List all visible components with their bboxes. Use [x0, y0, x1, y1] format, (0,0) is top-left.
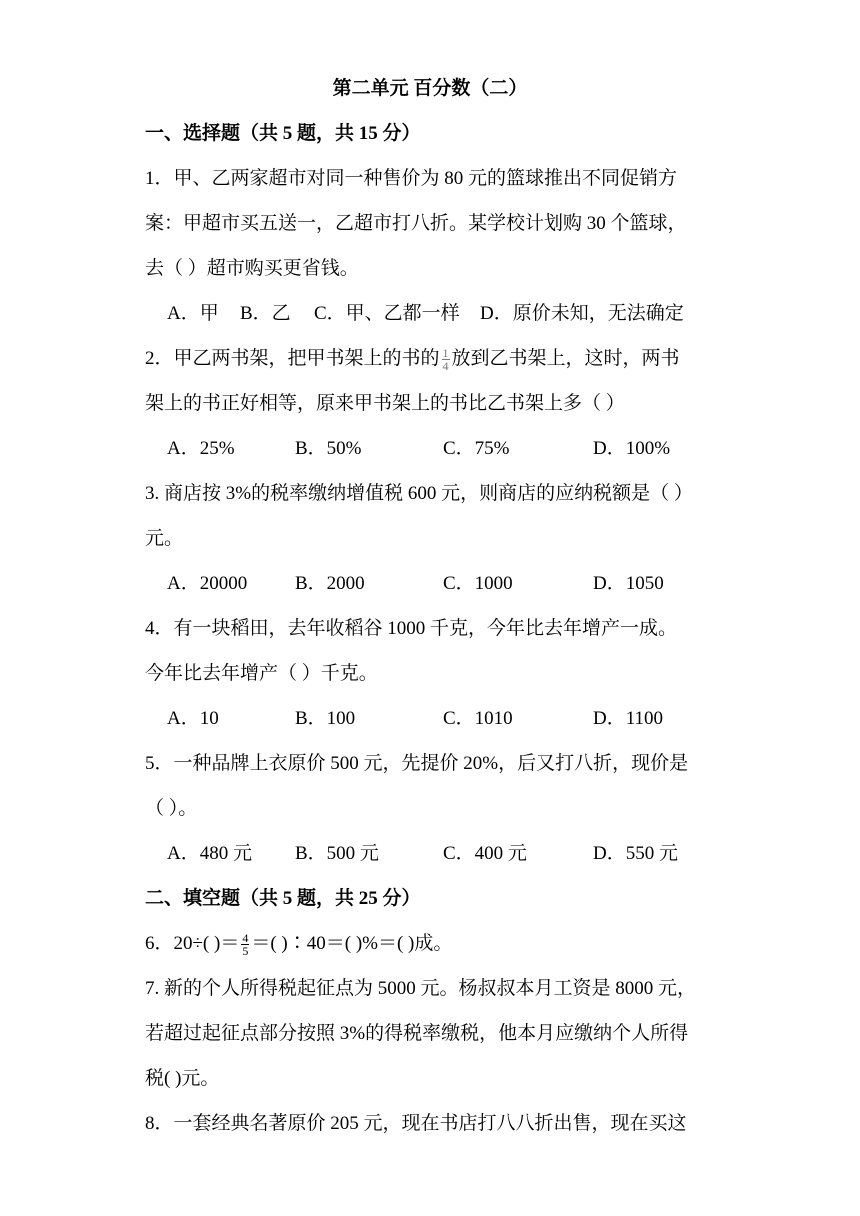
q2-text-after: 放到乙书架上，这时，两书 [451, 348, 680, 369]
q1-line-1: 1．甲、乙两家超市对同一种售价为 80 元的篮球推出不同促销方 [145, 168, 678, 189]
q7-line-1: 7. 新的个人所得税起征点为 5000 元。杨叔叔本月工资是 8000 元， [145, 978, 697, 999]
q4-option-b[interactable]: B．100 [295, 708, 356, 729]
q3-option-b[interactable]: B．2000 [295, 573, 365, 594]
page-title: 第二单元 百分数（二） [332, 78, 528, 99]
q5-option-d[interactable]: D．550 元 [593, 843, 678, 864]
q6-text-after: ＝( )∶40＝( )%＝( )成。 [251, 933, 453, 954]
q2-fraction-numerator: 1 [442, 346, 449, 361]
q3-line-2: 元。 [145, 528, 184, 549]
q7-line-3: 税( )元。 [145, 1068, 220, 1089]
q5-line-2: （ ）。 [145, 798, 198, 819]
q2-option-a[interactable]: A．25% [167, 438, 235, 459]
q2-text-before: 2．甲乙两书架，把甲书架上的书的 [145, 348, 440, 369]
q3-option-c[interactable]: C．1000 [443, 573, 513, 594]
q1-option-d[interactable]: D．原价未知，无法确定 [480, 303, 684, 324]
q4-line-2: 今年比去年增产（ ）千克。 [145, 663, 378, 684]
section-heading-fill: 二、填空题（共 5 题，共 25 分） [145, 888, 421, 909]
q1-option-c[interactable]: C．甲、乙都一样 [314, 303, 460, 324]
q2-fraction [442, 347, 450, 372]
q7-line-2: 若超过起征点部分按照 3%的得税率缴税，他本月应缴纳个人所得 [145, 1023, 689, 1044]
q3-line-1: 3. 商店按 3%的税率缴纳增值税 600 元，则商店的应纳税额是（ ） [145, 483, 693, 504]
q2-line-1 [145, 347, 680, 372]
q2-option-d[interactable]: D．100% [593, 438, 671, 459]
q4-line-1: 4．有一块稻田，去年收稻谷 1000 千克，今年比去年增产一成。 [145, 618, 678, 639]
q2-fraction-denominator: 4 [442, 359, 449, 374]
q6-text-before: 6．20÷( )＝ [145, 933, 240, 954]
q5-option-c[interactable]: C．400 元 [443, 843, 527, 864]
q6-fraction-numerator: 4 [242, 931, 249, 946]
q2-option-c[interactable]: C．75% [443, 438, 510, 459]
q8-line-1: 8．一套经典名著原价 205 元，现在书店打八八折出售，现在买这 [145, 1113, 687, 1134]
q5-line-1: 5．一种品牌上衣原价 500 元，先提价 20%，后又打八折，现价是 [145, 753, 689, 774]
q6-fraction-denominator: 5 [242, 944, 249, 959]
q1-option-b[interactable]: B．乙 [240, 303, 291, 324]
q2-line-2: 架上的书正好相等，原来甲书架上的书比乙书架上多（ ） [145, 393, 625, 414]
q6-fraction [241, 932, 249, 957]
q1-option-a[interactable]: A．甲 [167, 303, 219, 324]
q3-option-a[interactable]: A．20000 [167, 573, 248, 594]
q5-option-a[interactable]: A．480 元 [167, 843, 252, 864]
q4-option-a[interactable]: A．10 [167, 708, 219, 729]
q3-option-d[interactable]: D．1050 [593, 573, 664, 594]
q2-option-b[interactable]: B．50% [295, 438, 362, 459]
q5-option-b[interactable]: B．500 元 [295, 843, 379, 864]
q4-option-c[interactable]: C．1010 [443, 708, 513, 729]
q6-line [145, 932, 452, 957]
section-heading-choice: 一、选择题（共 5 题，共 15 分） [145, 123, 421, 144]
q1-line-3: 去（ ）超市购买更省钱。 [145, 258, 359, 279]
q1-line-2: 案：甲超市买五送一，乙超市打八折。某学校计划购 30 个篮球， [145, 213, 687, 234]
q4-option-d[interactable]: D．1100 [593, 708, 664, 729]
